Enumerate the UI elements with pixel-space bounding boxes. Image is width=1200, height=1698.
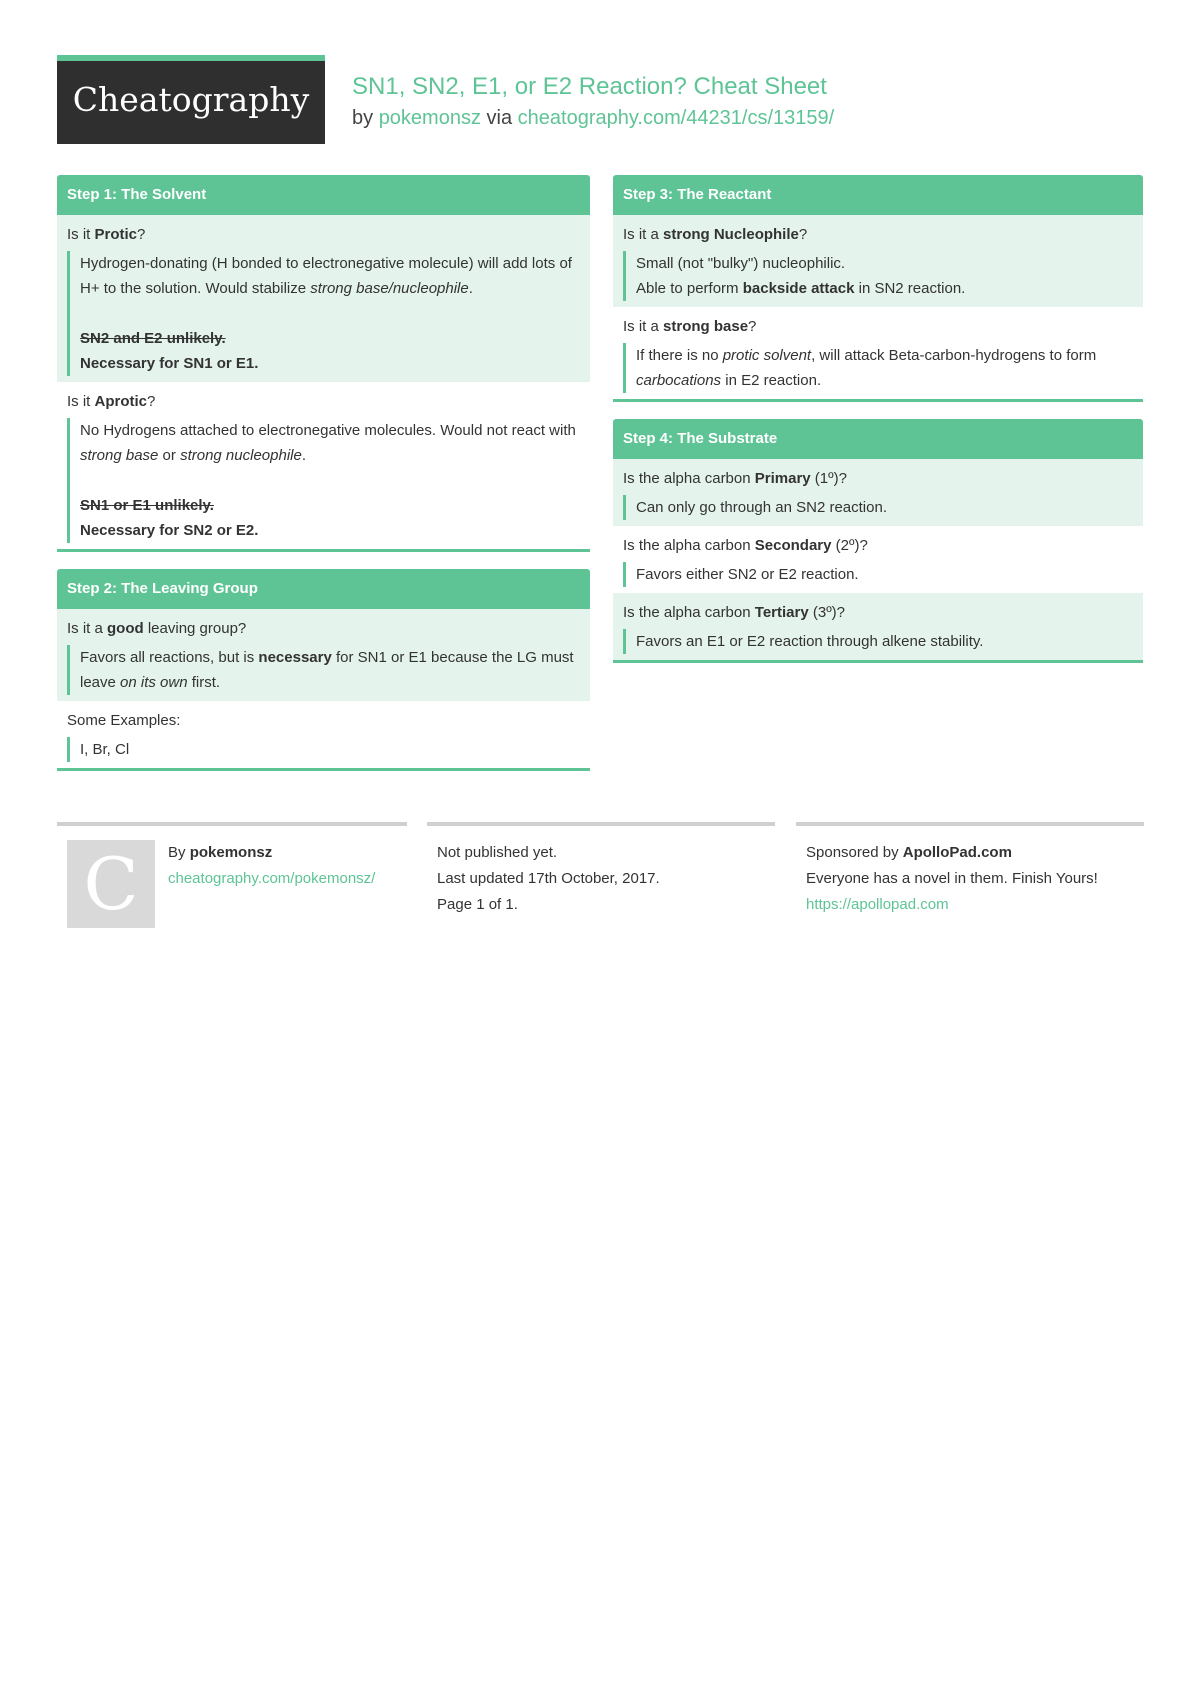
sponsor-link[interactable]: https://apollopad.com <box>806 896 949 913</box>
section-step2 <box>57 569 590 771</box>
footer-author: C By pokemonsz cheatography.com/pokemonsz/ <box>57 822 407 840</box>
bold-note: Necessary for SN2 or E2. <box>80 522 259 539</box>
list-item <box>57 215 590 382</box>
page-number: Page 1 of 1. <box>437 896 518 913</box>
struck-note: SN1 or E1 unlikely. <box>80 497 214 514</box>
list-item <box>57 609 590 701</box>
question: Is the alpha carbon Tertiary (3º)? <box>623 604 846 621</box>
footer-sponsor: Sponsored by ApolloPad.com Everyone has a novel in them. Finish Yours! https://apollopad.com <box>796 822 1144 918</box>
byline-via: via <box>486 107 513 129</box>
footer-status <box>427 822 775 918</box>
list-item <box>57 701 590 768</box>
logo-text: Cheatography <box>72 80 310 119</box>
right-column <box>613 175 1143 680</box>
footer-author-name[interactable]: pokemonsz <box>189 844 273 861</box>
list-item <box>613 526 1143 593</box>
answer: I, Br, Cl <box>67 737 580 762</box>
answer: If there is no protic solvent, will attack Beta-carbon-hydrogens to form carbocations in E2 reaction. <box>623 343 1133 393</box>
answer: Can only go through an SN2 reaction. <box>623 495 1133 520</box>
answer: Favors all reactions, but is necessary for SN1 or E1 because the LG must leave on its own first. <box>67 645 580 695</box>
section-header: Step 3: The Reactant <box>613 175 1143 215</box>
question: Some Examples: <box>67 712 181 729</box>
section-step1 <box>57 175 590 552</box>
sponsor-name[interactable]: ApolloPad.com <box>902 844 1012 861</box>
question: Is it a good leaving group? <box>67 620 247 637</box>
section-header: Step 2: The Leaving Group <box>57 569 590 609</box>
answer: Hydrogen-donating (H bonded to electronegative molecule) will add lots of H+ to the solution. Would stabilize strong base/nucleophile. SN2 and E2 unlikely. Necessary for SN1 or E1. <box>67 251 580 376</box>
avatar[interactable]: C <box>67 840 155 928</box>
bold-note: Necessary for SN1 or E1. <box>80 355 259 372</box>
last-updated: Last updated 17th October, 2017. <box>437 870 660 887</box>
struck-note: SN2 and E2 unlikely. <box>80 330 226 347</box>
author-link[interactable]: pokemonsz <box>378 107 481 129</box>
answer: Favors an E1 or E2 reaction through alkene stability. <box>623 629 1133 654</box>
question: Is it a strong Nucleophile? <box>623 226 808 243</box>
sponsor-tagline: Everyone has a novel in them. Finish Yours! <box>806 870 1098 887</box>
question: Is it Aprotic? <box>67 393 156 410</box>
sheet-url-link[interactable]: cheatography.com/44231/cs/13159/ <box>517 107 835 129</box>
byline <box>352 107 834 130</box>
list-item <box>613 307 1143 399</box>
answer: Small (not "bulky") nucleophilic. Able to perform backside attack in SN2 reaction. <box>623 251 1133 301</box>
answer: Favors either SN2 or E2 reaction. <box>623 562 1133 587</box>
question: Is it a strong base? <box>623 318 757 335</box>
author-profile-link[interactable]: cheatography.com/pokemonsz/ <box>168 870 376 887</box>
section-header: Step 4: The Substrate <box>613 419 1143 459</box>
cheatography-logo[interactable] <box>57 55 325 144</box>
page-title: SN1, SN2, E1, or E2 Reaction? Cheat Sheet <box>352 73 827 100</box>
list-item <box>613 459 1143 526</box>
answer: No Hydrogens attached to electronegative molecules. Would not react with strong base or strong nucleophile. SN1 or E1 unlikely. Necessary for SN2 or E2. <box>67 418 580 543</box>
left-column <box>57 175 590 788</box>
byline-by: by <box>352 107 374 129</box>
question: Is the alpha carbon Primary (1º)? <box>623 470 847 487</box>
section-step3 <box>613 175 1143 402</box>
section-step4 <box>613 419 1143 663</box>
question: Is it Protic? <box>67 226 146 243</box>
list-item <box>57 382 590 549</box>
published-status: Not published yet. <box>437 844 558 861</box>
question: Is the alpha carbon Secondary (2º)? <box>623 537 868 554</box>
section-header: Step 1: The Solvent <box>57 175 590 215</box>
list-item <box>613 215 1143 307</box>
list-item <box>613 593 1143 660</box>
